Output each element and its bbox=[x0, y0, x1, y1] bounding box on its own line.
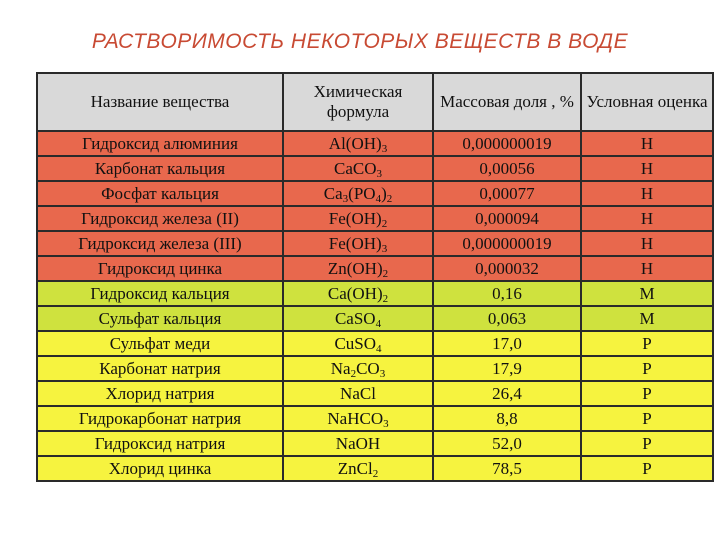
substance-name-cell: Гидроксид кальция bbox=[37, 281, 283, 306]
rating-cell: Р bbox=[581, 431, 713, 456]
solubility-table bbox=[36, 72, 714, 482]
table-row bbox=[37, 156, 713, 181]
chemical-formula-cell bbox=[283, 156, 433, 181]
rating-cell: М bbox=[581, 306, 713, 331]
formula-text: Ca(OH) bbox=[327, 284, 383, 303]
formula-subscript: 4 bbox=[376, 343, 382, 355]
rating-cell: Н bbox=[581, 256, 713, 281]
formula-text: CO bbox=[356, 359, 380, 378]
table-row bbox=[37, 456, 713, 481]
rating-cell: Н bbox=[581, 156, 713, 181]
header-mass-fraction: Массовая доля , % bbox=[433, 73, 581, 131]
table-row bbox=[37, 256, 713, 281]
table-row bbox=[37, 356, 713, 381]
formula-subscript: 2 bbox=[381, 218, 388, 230]
rating-cell: Р bbox=[581, 381, 713, 406]
chemical-formula-cell bbox=[283, 131, 433, 156]
table-body bbox=[37, 131, 713, 481]
formula-text: NaOH bbox=[335, 434, 381, 453]
table-row bbox=[37, 231, 713, 256]
header-rating: Условная оценка bbox=[581, 73, 713, 131]
formula-text: ) bbox=[381, 184, 387, 203]
chemical-formula-cell bbox=[283, 206, 433, 231]
table-row bbox=[37, 206, 713, 231]
rating-cell: Н bbox=[581, 131, 713, 156]
substance-name-cell: Фосфат кальция bbox=[37, 181, 283, 206]
rating-cell: Н bbox=[581, 181, 713, 206]
formula-subscript: 4 bbox=[375, 193, 382, 205]
formula-text: CuSO bbox=[334, 334, 377, 353]
table-row bbox=[37, 381, 713, 406]
substance-name-cell: Сульфат кальция bbox=[37, 306, 283, 331]
formula-subscript: 2 bbox=[372, 468, 379, 480]
mass-fraction-cell: 78,5 bbox=[433, 456, 581, 481]
table-row bbox=[37, 331, 713, 356]
substance-name-cell: Гидроксид натрия bbox=[37, 431, 283, 456]
header-chemical-formula: Химическая формула bbox=[283, 73, 433, 131]
mass-fraction-cell: 52,0 bbox=[433, 431, 581, 456]
mass-fraction-cell: 0,000094 bbox=[433, 206, 581, 231]
chemical-formula-cell bbox=[283, 281, 433, 306]
chemical-formula-cell bbox=[283, 406, 433, 431]
substance-name-cell: Хлорид натрия bbox=[37, 381, 283, 406]
table-row bbox=[37, 306, 713, 331]
formula-text: Al(OH) bbox=[328, 134, 382, 153]
formula-text: Na bbox=[330, 359, 351, 378]
mass-fraction-cell: 0,00077 bbox=[433, 181, 581, 206]
formula-subscript: 3 bbox=[379, 368, 386, 380]
header-substance-name: Название вещества bbox=[37, 73, 283, 131]
substance-name-cell: Гидроксид железа (II) bbox=[37, 206, 283, 231]
chemical-formula-cell bbox=[283, 181, 433, 206]
mass-fraction-cell: 8,8 bbox=[433, 406, 581, 431]
formula-subscript: 4 bbox=[375, 318, 382, 330]
mass-fraction-cell: 0,063 bbox=[433, 306, 581, 331]
chemical-formula-cell bbox=[283, 306, 433, 331]
chemical-formula-cell bbox=[283, 381, 433, 406]
table-row bbox=[37, 406, 713, 431]
rating-cell: Н bbox=[581, 231, 713, 256]
mass-fraction-cell: 0,000032 bbox=[433, 256, 581, 281]
table-row bbox=[37, 131, 713, 156]
mass-fraction-cell: 26,4 bbox=[433, 381, 581, 406]
substance-name-cell: Карбонат кальция bbox=[37, 156, 283, 181]
rating-cell: Р bbox=[581, 356, 713, 381]
formula-subscript: 2 bbox=[382, 268, 389, 280]
formula-text: (PO bbox=[348, 184, 376, 203]
formula-text: NaHCO bbox=[327, 409, 384, 428]
substance-name-cell: Сульфат меди bbox=[37, 331, 283, 356]
formula-subscript: 3 bbox=[376, 168, 382, 180]
mass-fraction-cell: 0,16 bbox=[433, 281, 581, 306]
formula-text: Fe(OH) bbox=[328, 209, 382, 228]
mass-fraction-cell: 17,9 bbox=[433, 356, 581, 381]
formula-text: Ca bbox=[323, 184, 343, 203]
table-header-row bbox=[37, 73, 713, 131]
formula-subscript: 3 bbox=[381, 143, 388, 155]
formula-subscript: 3 bbox=[381, 243, 388, 255]
mass-fraction-cell: 0,000000019 bbox=[433, 231, 581, 256]
mass-fraction-cell: 0,000000019 bbox=[433, 131, 581, 156]
chemical-formula-cell bbox=[283, 456, 433, 481]
substance-name-cell: Карбонат натрия bbox=[37, 356, 283, 381]
page-title: РАСТВОРИМОСТЬ НЕКОТОРЫХ ВЕЩЕСТВ В ВОДЕ bbox=[91, 30, 629, 53]
formula-text: CaSO bbox=[334, 309, 376, 328]
formula-subscript: 2 bbox=[382, 293, 389, 305]
substance-name-cell: Гидрокарбонат натрия bbox=[37, 406, 283, 431]
chemical-formula-cell bbox=[283, 356, 433, 381]
rating-cell: Н bbox=[581, 206, 713, 231]
formula-text: Fe(OH) bbox=[328, 234, 382, 253]
table-row bbox=[37, 181, 713, 206]
substance-name-cell: Гидроксид железа (III) bbox=[37, 231, 283, 256]
formula-text: Zn(OH) bbox=[327, 259, 383, 278]
chemical-formula-cell bbox=[283, 231, 433, 256]
substance-name-cell: Гидроксид алюминия bbox=[37, 131, 283, 156]
rating-cell: Р bbox=[581, 456, 713, 481]
mass-fraction-cell: 17,0 bbox=[433, 331, 581, 356]
formula-subscript: 3 bbox=[342, 193, 349, 205]
formula-subscript: 3 bbox=[383, 418, 389, 430]
rating-cell: Р bbox=[581, 331, 713, 356]
formula-text: ZnCl bbox=[337, 459, 373, 478]
formula-text: CaCO bbox=[334, 159, 377, 178]
formula-text: NaCl bbox=[340, 384, 376, 403]
table-row bbox=[37, 431, 713, 456]
chemical-formula-cell bbox=[283, 331, 433, 356]
mass-fraction-cell: 0,00056 bbox=[433, 156, 581, 181]
formula-subscript: 2 bbox=[350, 368, 357, 380]
table-row bbox=[37, 281, 713, 306]
rating-cell: М bbox=[581, 281, 713, 306]
rating-cell: Р bbox=[581, 406, 713, 431]
substance-name-cell: Хлорид цинка bbox=[37, 456, 283, 481]
substance-name-cell: Гидроксид цинка bbox=[37, 256, 283, 281]
chemical-formula-cell bbox=[283, 431, 433, 456]
chemical-formula-cell bbox=[283, 256, 433, 281]
formula-subscript: 2 bbox=[386, 193, 393, 205]
